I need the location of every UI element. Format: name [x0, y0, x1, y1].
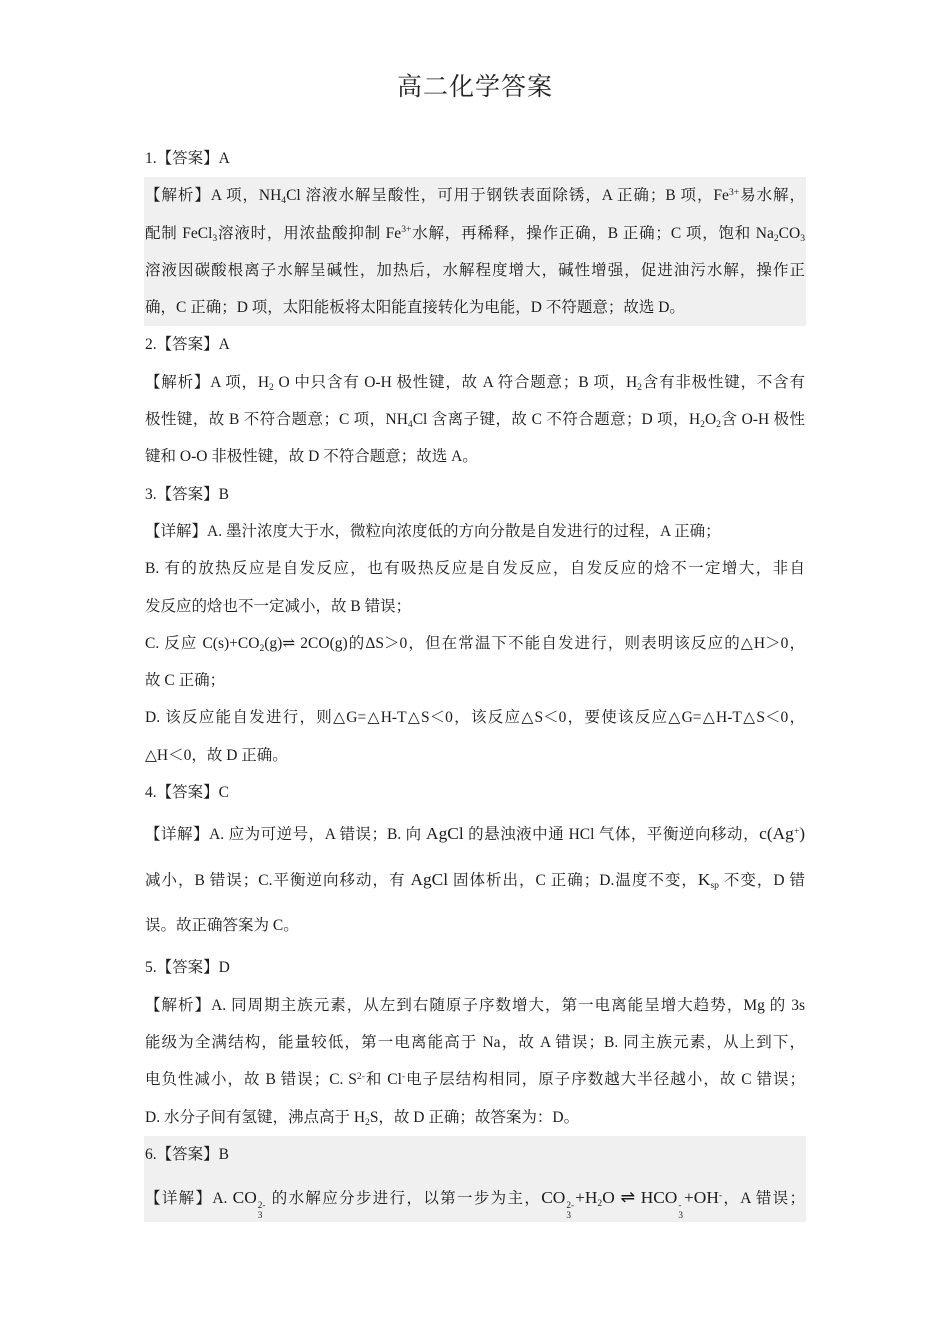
subscript: 2	[716, 419, 721, 431]
text-run: Cl 含离子键，故 C 不符合题意；D 项，H	[412, 411, 701, 429]
detail-line	[144, 699, 806, 736]
analysis-line	[144, 1061, 806, 1098]
text-run: (g)⇌ 2CO(g)的ΔS＞0，但在常温下不能自发进行，则表明该反应的△H＞0，	[264, 634, 805, 652]
question-1	[144, 140, 806, 326]
superscript: 2-	[566, 1200, 575, 1211]
math-text: O	[602, 1188, 615, 1208]
subscript: 3	[257, 1210, 263, 1221]
math-text: AgCl	[426, 824, 464, 844]
text-run: 易水解，	[739, 187, 805, 205]
text-run: △H＜0，故 D 正确。	[145, 746, 288, 764]
answer-line: 3.【答案】B	[145, 485, 229, 503]
text-run: 电子层结构相同，原子序数越大半径越小，故 C 错误；	[405, 1071, 805, 1089]
math-text: +OH	[684, 1188, 719, 1208]
analysis-line	[144, 289, 806, 326]
math-text: CO	[232, 1188, 257, 1208]
text-run: 确，C 正确；D 项，太阳能板将太阳能直接转化为电能，D 不符题意；故选 D。	[145, 299, 685, 317]
text-run: 电负性减小，故 B 错误；C. S	[145, 1071, 357, 1089]
analysis-line	[144, 401, 806, 438]
superscript: -	[401, 1070, 406, 1082]
analysis-line	[144, 987, 806, 1024]
text-run: 含 O-H 极性	[720, 411, 805, 429]
text-run: Cl 溶液水解呈酸性，可用于钢铁表面除锈，A 正确；B 项，Fe	[286, 187, 729, 205]
text-run: 故 C 正确；	[145, 672, 226, 690]
math-text: AgCl	[410, 870, 449, 890]
subscript: 2	[773, 232, 779, 244]
text-run: 极性键，故 B 不符合题意；C 项，NH	[145, 411, 408, 429]
superscript: -	[678, 1200, 682, 1211]
analysis-line	[144, 177, 806, 214]
text-run: 溶液因碳酸根离子水解呈碱性，加热后，水解程度增大，碱性增强，促进油污水解，操作正	[145, 261, 805, 279]
detail-line	[144, 625, 806, 662]
subscript: 3	[212, 232, 218, 244]
subscript: 4	[281, 195, 287, 207]
subscript: 4	[407, 419, 413, 431]
text-run: O 中只含有 O-H 极性键，故 A 符合题意；B 项，H	[273, 373, 638, 391]
analysis-line	[144, 1099, 806, 1136]
text-run: 固体析出，C 正确；D.温度不变，	[448, 872, 698, 890]
answer-content	[144, 140, 806, 1222]
text-run: CO	[778, 224, 801, 242]
text-run: 减小，B 错误；C.平衡逆向移动，有	[145, 872, 411, 890]
text-run: 能级为全满结构，能量较低，第一电离能高于 Na，故 A 错误；B. 同主族元素，从上到下，	[145, 1033, 805, 1051]
charge-stack	[258, 1202, 266, 1222]
question-2	[144, 326, 806, 475]
question-3	[144, 476, 806, 774]
charge-stack	[678, 1202, 683, 1222]
math-text: K	[697, 870, 711, 890]
subscript: 2	[365, 1116, 370, 1128]
analysis-line	[144, 215, 806, 252]
text-run: B. 有的放热反应是自发反应，也有吸热反应是自发反应，自发反应的焓不一定增大，非自	[145, 560, 805, 578]
superscript: 3+	[401, 224, 412, 236]
text-run: 水解，再稀释，操作正确，B 正确；C 项，饱和 Na	[411, 224, 774, 242]
text-run: 的水解应分步进行，以第一步为主，	[266, 1190, 542, 1208]
math-text: HCO	[640, 1188, 678, 1208]
subscript: 3	[678, 1210, 683, 1221]
superscript: 2-	[257, 1200, 266, 1211]
text-run: 的悬浊液中通 HCl 气体，平衡逆向移动，	[463, 826, 760, 844]
page-title: 高二化学答案	[396, 74, 553, 101]
analysis-line	[144, 1024, 806, 1061]
analysis-line	[144, 364, 806, 401]
math-text: )	[799, 824, 806, 844]
text-run: 含有非极性键，不含有	[641, 373, 805, 391]
detail-line	[144, 550, 806, 587]
text-run: 【详解】A. 应为可逆号，A 错误；B. 向	[145, 826, 427, 844]
text-run: S，故 D 正确；故答案为：D。	[369, 1108, 580, 1126]
question-6	[144, 1136, 806, 1222]
answer-line: 5.【答案】D	[145, 959, 230, 977]
subscript: 3	[800, 232, 805, 244]
subscript: 2	[637, 381, 642, 393]
superscript: 2-	[356, 1070, 365, 1082]
text-run: 发反应的焓也不一定减小，故 B 错误；	[145, 597, 412, 615]
superscript: -	[718, 1189, 723, 1201]
detail-line	[144, 513, 806, 550]
text-run: 和 Cl	[364, 1071, 402, 1089]
answer-line: 6.【答案】B	[145, 1145, 229, 1163]
text-run: 【解析】A 项，NH	[145, 187, 282, 205]
text-run: D. 水分子间有氢键，沸点高于 H	[145, 1108, 366, 1126]
math-text: c(Ag	[759, 824, 794, 844]
subscript: 2	[700, 419, 705, 431]
detail-line	[144, 811, 806, 857]
charge-stack	[566, 1202, 574, 1222]
question-4	[144, 774, 806, 949]
detail-line	[144, 737, 806, 774]
question-5	[144, 949, 806, 1135]
math-text: +H	[575, 1188, 598, 1208]
math-text: CO	[541, 1188, 566, 1208]
text-run: 【详解】A. 墨汁浓度大于水，微粒向浓度低的方向分散是自发进行的过程，A 正确；	[145, 522, 721, 540]
superscript: 3+	[728, 187, 740, 199]
subscript: sp	[710, 880, 719, 892]
subscript: 2	[269, 381, 274, 393]
text-run: ，A 错误；	[722, 1190, 805, 1208]
detail-line	[144, 903, 806, 949]
math-text: ⇌	[614, 1188, 641, 1208]
text-run: 不变，D 错	[718, 872, 805, 890]
subscript: 3	[566, 1210, 571, 1221]
subscript: 2	[597, 1198, 603, 1210]
superscript: +	[793, 826, 800, 838]
text-run: D. 该反应能自发进行，则△G=△H-T△S＜0，该反应△S＜0，要使该反应△G=△H-T△S＜0，	[145, 709, 805, 727]
detail-line	[144, 857, 806, 903]
detail-line	[144, 588, 806, 625]
text-run: 【解析】A 项，H	[145, 373, 270, 391]
text-run: 溶液时，用浓盐酸抑制 Fe	[217, 224, 402, 242]
text-run: 误。故正确答案为 C。	[145, 917, 299, 935]
detail-line	[144, 662, 806, 699]
text-run: O	[704, 411, 717, 429]
analysis-line	[144, 438, 806, 475]
answer-line: 2.【答案】A	[145, 336, 230, 354]
analysis-block	[144, 177, 806, 326]
text-run: 配制 FeCl	[145, 224, 213, 242]
text-run: 【详解】A.	[145, 1190, 233, 1208]
text-run: C. 反应 C(s)+CO	[145, 634, 260, 652]
answer-line: 1.【答案】A	[145, 150, 230, 167]
subscript: 2	[259, 642, 265, 654]
answer-line: 4.【答案】C	[145, 784, 229, 802]
text-run: 【解析】A. 同周期主族元素，从左到右随原子序数增大，第一电离能呈增大趋势，Mg 的 3s	[145, 996, 805, 1014]
analysis-line	[144, 252, 806, 289]
detail-line	[144, 1173, 806, 1222]
text-run: 键和 O-O 非极性键，故 D 不符合题意；故选 A。	[145, 448, 478, 466]
